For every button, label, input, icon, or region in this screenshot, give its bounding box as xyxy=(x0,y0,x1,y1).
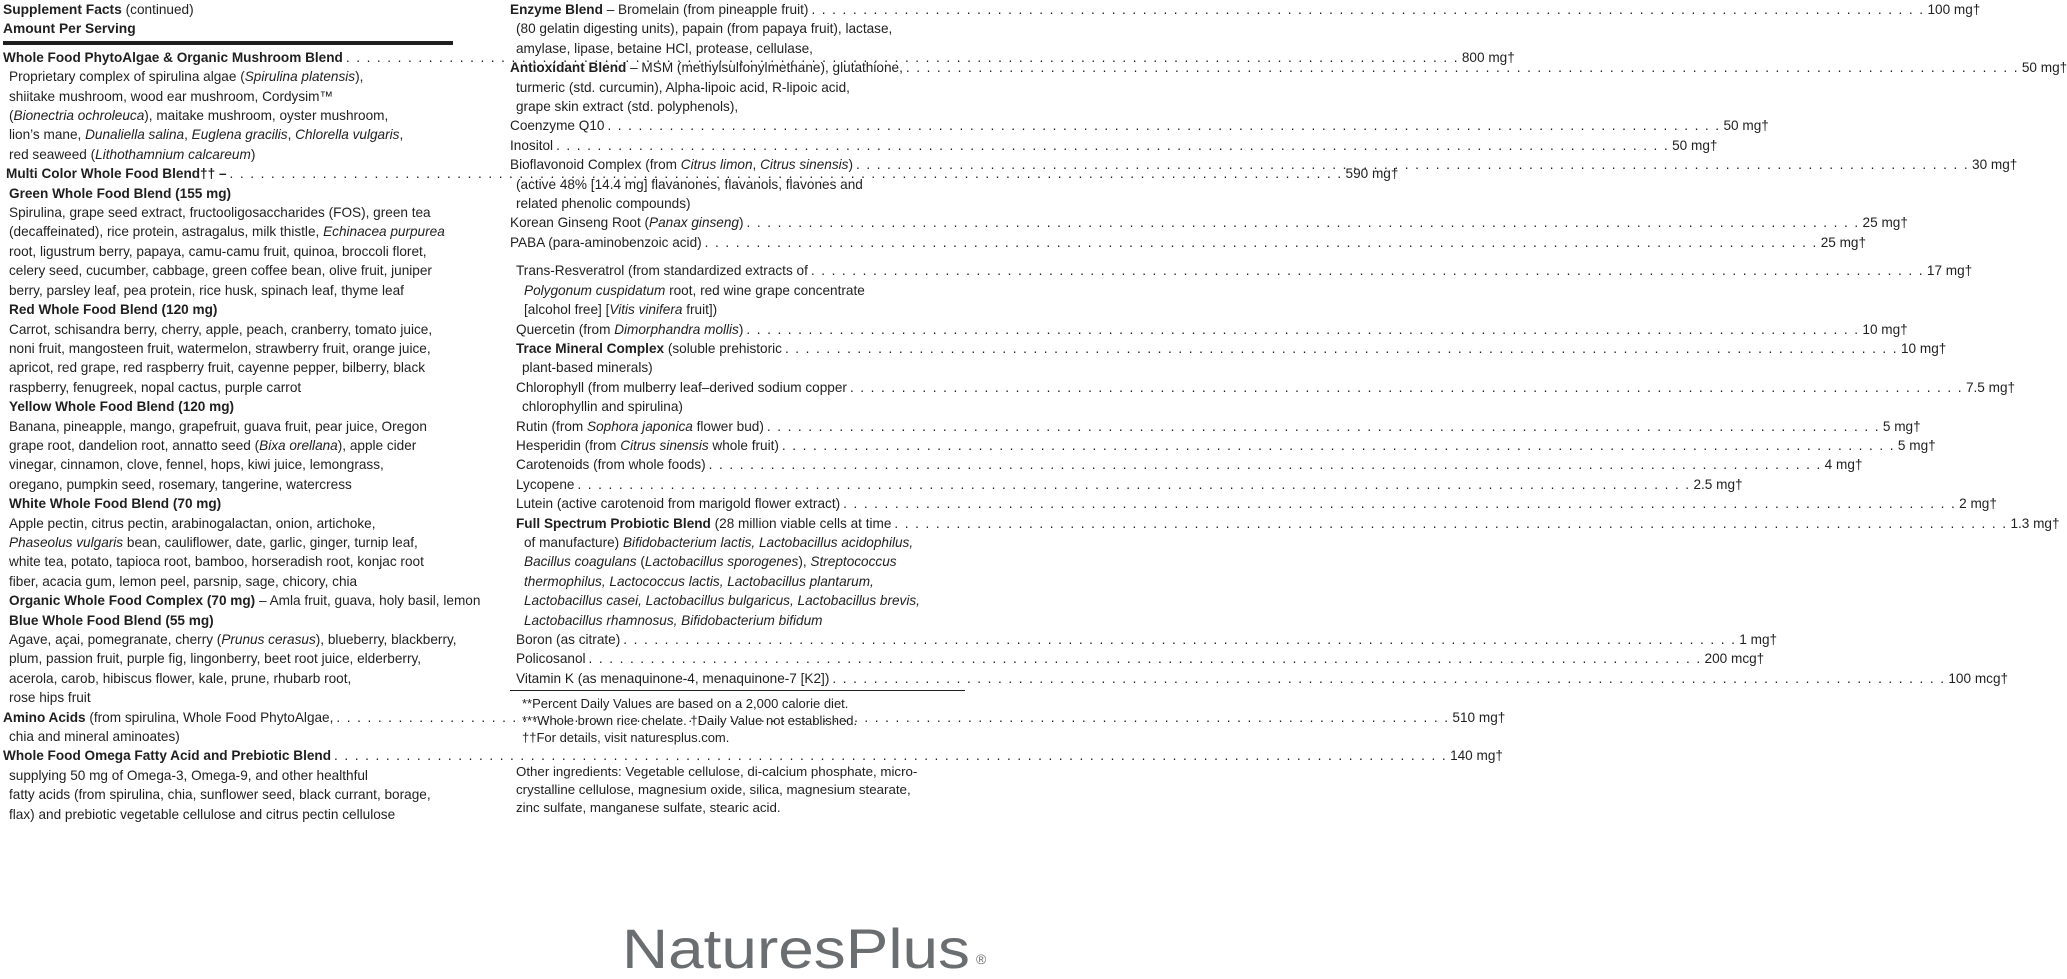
other-ingredients-2: crystalline cellulose, magnesium oxide, silica, magnesium stearate, xyxy=(516,782,911,798)
paba-row: PABA (para-aminobenzoic acid) . . . 25 mg† xyxy=(510,233,965,252)
probiotic-line: thermophilus, Lactococcus lactis, Lactobacillus plantarum, xyxy=(524,573,874,589)
yellow-title: Yellow Whole Food Blend (120 mg) xyxy=(9,399,235,415)
omega-row: Whole Food Omega Fatty Acid and Prebiotic Blend . . . 140 mg† xyxy=(3,746,453,765)
resveratrol-row: Trans-Resveratrol (from standardized extracts of . . . 17 mg† xyxy=(510,261,965,280)
antiox-row: Antioxidant Blend – MSM (methylsulfonylmethane), glutathione, . . . 50 mg† xyxy=(510,58,965,77)
green-line: Spirulina, grape seed extract, fructooligosaccharides (FOS), green tea xyxy=(9,205,431,221)
white-line: Phaseolus vulgaris bean, cauliflower, date, garlic, ginger, turnip leaf, xyxy=(9,534,418,550)
red-title: Red Whole Food Blend (120 mg) xyxy=(9,302,218,318)
blue-line: acerola, carob, hibiscus flower, kale, prune, rhubarb root, xyxy=(9,670,352,686)
probiotic-desc xyxy=(510,533,965,630)
probiotic-line: Bacillus coagulans (Lactobacillus sporogenes), Streptococcus xyxy=(524,554,897,570)
phyto-line: Proprietary complex of spirulina algae (Spirulina platensis), xyxy=(9,69,364,85)
green-line: root, ligustrum berry, papaya, camu-camu fruit, quinoa, broccoli floret, xyxy=(9,243,427,259)
green-title: Green Whole Food Blend (155 mg) xyxy=(9,185,232,201)
omega-line-2: fatty acids (from spirulina, chia, sunflower seed, black currant, borage, xyxy=(9,787,431,803)
other-ingredients-3: zinc sulfate, manganese sulfate, stearic acid. xyxy=(516,800,781,816)
amino-row: Amino Acids (from spirulina, Whole Food PhytoAlgae, . . . 510 mg† xyxy=(3,708,453,727)
enzyme-line-1: (80 gelatin digesting units), papain (from papaya fruit), lactase, xyxy=(516,21,893,37)
yellow-line: vinegar, cinnamon, clove, fennel, hops, kiwi juice, lemongrass, xyxy=(9,457,384,473)
phyto-line: lion’s mane, Dunaliella salina, Euglena gracilis, Chlorella vulgaris, xyxy=(9,127,404,143)
probiotic-row: Full Spectrum Probiotic Blend (28 million viable cells at time . . . 1.3 mg† xyxy=(510,514,965,533)
boron-row: Boron (as citrate) . . . 1 mg† xyxy=(510,630,965,649)
footnote-3: ††For details, visit naturesplus.com. xyxy=(522,730,730,746)
other-ingredients-1: Other ingredients: Vegetable cellulose, di-calcium phosphate, micro- xyxy=(516,764,918,780)
yellow-desc xyxy=(3,417,453,495)
resveratrol-line-2: Polygonum cuspidatum root, red wine grape concentrate xyxy=(524,282,865,298)
red-line: apricot, red grape, red raspberry fruit, cayenne pepper, bilberry, black xyxy=(9,360,426,376)
blue-line: plum, passion fruit, purple fig, lingonberry, beet root juice, elderberry, xyxy=(9,651,422,667)
quercetin-row: Quercetin (from Dimorphandra mollis) . . . 10 mg† xyxy=(510,320,965,339)
omega-line-1: supplying 50 mg of Omega-3, Omega-9, and other healthful xyxy=(9,767,368,783)
enzyme-row: Enzyme Blend – Bromelain (from pineapple fruit) . . . 100 mg† xyxy=(510,0,965,19)
carotenoids-row: Carotenoids (from whole foods) . . . 4 mg† xyxy=(510,455,965,474)
yellow-line: grape root, dandelion root, annatto seed (Bixa orellana), apple cider xyxy=(9,437,417,453)
chlorophyll-line-2: chlorophyllin and spirulina) xyxy=(522,399,683,415)
white-title: White Whole Food Blend (70 mg) xyxy=(9,496,222,512)
antiox-line-2: grape skin extract (std. polyphenols), xyxy=(516,99,739,115)
phyto-desc xyxy=(3,67,453,164)
bioflavonoid-line-2: related phenolic compounds) xyxy=(516,196,691,212)
red-line: raspberry, fenugreek, nopal cactus, purple carrot xyxy=(9,379,302,395)
hesperidin-row: Hesperidin (from Citrus sinensis whole fruit) . . . 5 mg† xyxy=(510,436,965,455)
facts-title: Supplement Facts (continued) xyxy=(3,2,194,17)
vitamin-k-row: Vitamin K (as menaquinone-4, menaquinone-7 [K2]) . . . 100 mcg† xyxy=(510,669,965,691)
logo-wordmark xyxy=(622,917,994,979)
logo-text: NaturesPlus xyxy=(622,917,970,979)
probiotic-line: Lactobacillus casei, Lactobacillus bulgaricus, Lactobacillus brevis, xyxy=(524,593,920,609)
coq10-row: Coenzyme Q10 . . . 50 mg† xyxy=(510,116,965,135)
phyto-line: shiitake mushroom, wood ear mushroom, Cordysim™ xyxy=(9,88,334,104)
white-line: Apple pectin, citrus pectin, arabinogalactan, onion, artichoke, xyxy=(9,515,376,531)
footnote-1: **Percent Daily Values are based on a 2,000 calorie diet. xyxy=(522,696,849,712)
multi-row: Multi Color Whole Food Blend†† – . . . 590 mg† xyxy=(3,164,453,183)
rutin-row: Rutin (from Sophora japonica flower bud) . . . 5 mg† xyxy=(510,417,965,436)
registered-mark: ® xyxy=(976,951,987,967)
white-line: white tea, potato, tapioca root, bamboo, horseradish root, konjac root xyxy=(9,554,424,570)
yellow-line: oregano, pumpkin seed, rosemary, tangerine, watercress xyxy=(9,476,352,492)
blue-desc xyxy=(3,630,457,708)
green-line: (decaffeinated), rice protein, astragalus, milk thistle, Echinacea purpurea xyxy=(9,224,445,240)
green-line: berry, parsley leaf, pea protein, rice husk, spinach leaf, thyme leaf xyxy=(9,282,404,298)
ginseng-row: Korean Ginseng Root (Panax ginseng) . . . 25 mg† xyxy=(510,213,965,232)
white-desc xyxy=(3,514,453,592)
red-desc xyxy=(3,320,453,398)
chlorophyll-row: Chlorophyll (from mulberry leaf–derived sodium copper . . . 7.5 mg† xyxy=(510,378,965,397)
white-line: fiber, acacia gum, lemon peel, parsnip, sage, chicory, chia xyxy=(9,573,358,589)
lycopene-row: Lycopene . . . 2.5 mg† xyxy=(510,475,965,494)
naturesplus-logo xyxy=(622,917,994,979)
bioflavonoid-line-1: (active 48% [14.4 mg] flavanones, flavanols, flavones and xyxy=(516,176,863,192)
red-line: Carrot, schisandra berry, cherry, apple, peach, cranberry, tomato juice, xyxy=(9,321,433,337)
enzyme-line-2: amylase, lipase, betaine HCl, protease, cellulase, xyxy=(516,40,813,56)
inositol-row: Inositol . . . 50 mg† xyxy=(510,136,965,155)
blue-title: Blue Whole Food Blend (55 mg) xyxy=(9,612,214,628)
trace-mineral-row: Trace Mineral Complex (soluble prehistoric . . . 10 mg† xyxy=(510,339,965,358)
amino-line2: chia and mineral aminoates) xyxy=(9,729,180,745)
probiotic-line: Lactobacillus rhamnosus, Bifidobacterium bifidum xyxy=(524,612,823,628)
footnote-2: ***Whole brown rice chelate. †Daily Value not established. xyxy=(522,713,858,729)
red-line: noni fruit, mangosteen fruit, watermelon, strawberry fruit, orange juice, xyxy=(9,340,431,356)
phyto-line: red seaweed (Lithothamnium calcareum) xyxy=(9,146,256,162)
amount-per-serving: Amount Per Serving xyxy=(3,19,453,44)
lutein-row: Lutein (active carotenoid from marigold flower extract) . . . 2 mg† xyxy=(510,494,965,513)
trace-mineral-line-2: plant-based minerals) xyxy=(522,360,653,376)
blue-line: Agave, açai, pomegranate, cherry (Prunus cerasus), blueberry, blackberry, xyxy=(9,632,457,647)
organic-line: Organic Whole Food Complex (70 mg) – Amla fruit, guava, holy basil, lemon xyxy=(9,593,481,609)
bioflavonoid-row: Bioflavonoid Complex (from Citrus limon, Citrus sinensis) . . . 30 mg† xyxy=(510,155,965,174)
policosanol-row: Policosanol . . . 200 mcg† xyxy=(510,649,965,668)
resveratrol-line-3: [alcohol free] [Vitis vinifera fruit]) xyxy=(524,302,718,318)
antiox-line-1: turmeric (std. curcumin), Alpha-lipoic acid, R-lipoic acid, xyxy=(516,79,850,95)
phyto-line: (Bionectria ochroleuca), maitake mushroom, oyster mushroom, xyxy=(9,108,389,124)
yellow-line: Banana, pineapple, mango, grapefruit, guava fruit, pear juice, Oregon xyxy=(9,418,427,434)
omega-line-3: flax) and prebiotic vegetable cellulose and citrus pectin cellulose xyxy=(9,806,396,822)
green-desc xyxy=(3,203,453,300)
probiotic-line: of manufacture) Bifidobacterium lactis, Lactobacillus acidophilus, xyxy=(524,534,914,550)
green-line: celery seed, cucumber, cabbage, green coffee bean, olive fruit, juniper xyxy=(9,263,432,279)
blue-line: rose hips fruit xyxy=(9,690,91,706)
phyto-row: Whole Food PhytoAlgae & Organic Mushroom Blend . . . 800 mg† xyxy=(3,48,453,67)
